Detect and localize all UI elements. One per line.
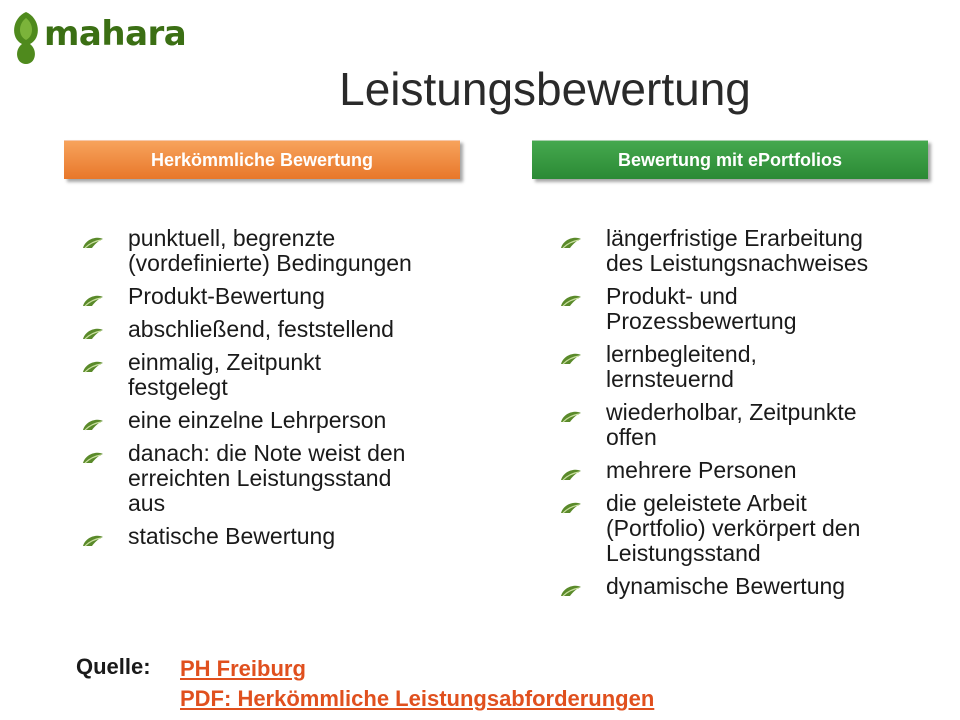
list-item: einmalig, Zeitpunkt festgelegt [82, 350, 412, 400]
leaf-bullet-icon [560, 346, 582, 360]
list-item: längerfristige Erarbeitung des Leistungsnachweises [560, 226, 890, 276]
leaf-bullet-icon [82, 445, 104, 459]
list-item: lernbegleitend, lernsteuernd [560, 342, 890, 392]
list-item: statische Bewertung [82, 524, 412, 549]
source-label: Quelle: [76, 654, 151, 679]
list-item: eine einzelne Lehrperson [82, 408, 412, 433]
header-traditional: Herkömmliche Bewertung [64, 140, 460, 179]
link-ph-freiburg[interactable]: PH Freiburg [180, 656, 306, 681]
list-item: abschließend, feststellend [82, 317, 412, 342]
leaf-bullet-icon [560, 288, 582, 302]
list-eportfolio [560, 226, 890, 607]
list-item: Produkt- und Prozessbewertung [560, 284, 890, 334]
list-item: mehrere Personen [560, 458, 890, 483]
list-traditional [82, 226, 412, 557]
header-eportfolio: Bewertung mit ePortfolios [532, 140, 928, 179]
leaf-bullet-icon [82, 288, 104, 302]
link-pdf[interactable]: PDF: Herkömmliche Leistungsabforderungen [180, 686, 655, 711]
leaf-bullet-icon [560, 230, 582, 244]
mahara-logo [4, 4, 204, 68]
logo-text: mahara [44, 14, 187, 54]
leaf-bullet-icon [82, 528, 104, 542]
leaf-bullet-icon [560, 404, 582, 418]
leaf-bullet-icon [82, 412, 104, 426]
leaf-bullet-icon [82, 321, 104, 335]
list-item: danach: die Note weist den erreichten Leistungsstand aus [82, 441, 412, 516]
list-item: Produkt-Bewertung [82, 284, 412, 309]
list-item: wiederholbar, Zeitpunkte offen [560, 400, 890, 450]
list-item: punktuell, begrenzte (vordefinierte) Bedingungen [82, 226, 412, 276]
source-links [180, 654, 654, 714]
list-item: dynamische Bewertung [560, 574, 890, 599]
leaf-bullet-icon [560, 462, 582, 476]
page-title: Leistungsbewertung [339, 63, 751, 115]
list-item: die geleistete Arbeit (Portfolio) verkörpert den Leistungsstand [560, 491, 890, 566]
leaf-bullet-icon [82, 230, 104, 244]
leaf-bullet-icon [560, 578, 582, 592]
leaf-bullet-icon [560, 495, 582, 509]
leaf-bullet-icon [82, 354, 104, 368]
